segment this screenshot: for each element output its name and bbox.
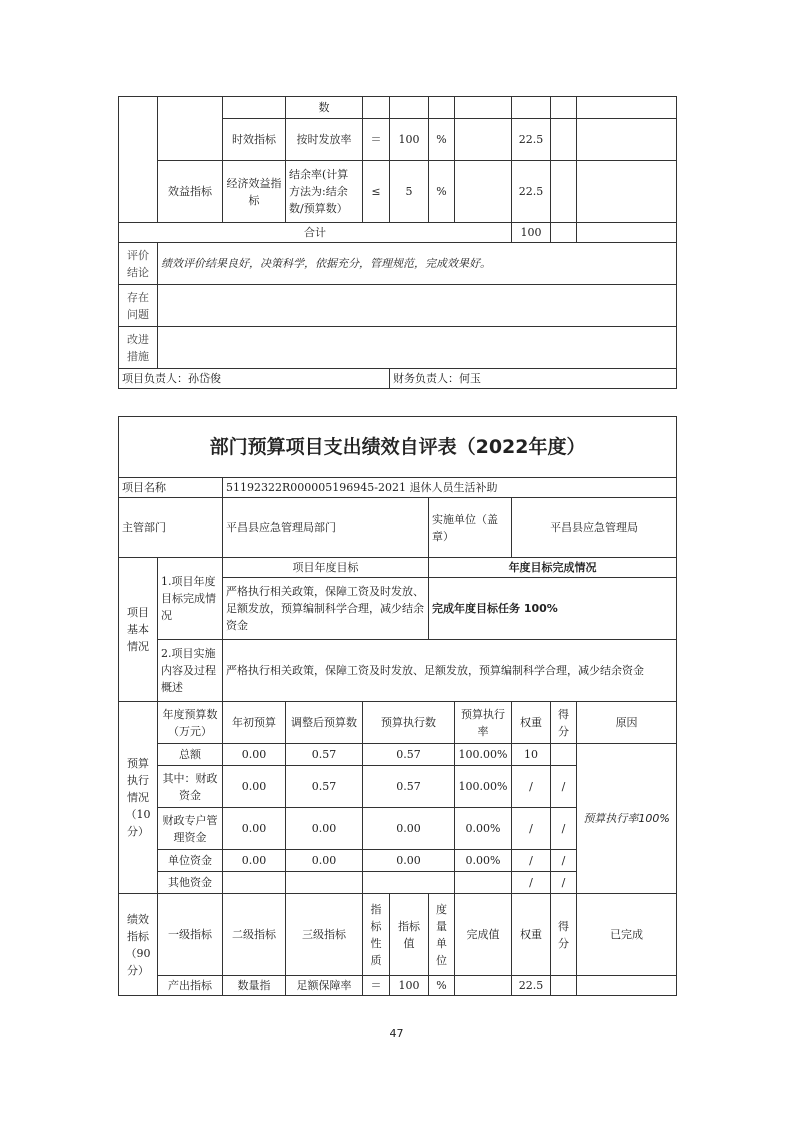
budget-rate: 0.00% xyxy=(455,850,512,872)
budget-header: 调整后预算数 xyxy=(286,702,363,744)
perf-row xyxy=(119,976,677,996)
total-score xyxy=(551,223,577,243)
level2-cell xyxy=(223,97,286,119)
budget-initial: 0.00 xyxy=(223,808,286,850)
perf-header: 权重 xyxy=(512,894,551,976)
perf-reason xyxy=(577,976,677,996)
problems-row xyxy=(119,285,677,327)
budget-weight: / xyxy=(512,808,551,850)
budget-name: 其中：财政资金 xyxy=(158,766,223,808)
perf-header: 度量单位 xyxy=(429,894,455,976)
improve-label: 改进措施 xyxy=(119,327,158,369)
total-reason xyxy=(577,223,677,243)
reason-cell xyxy=(577,161,677,223)
impl-unit-value: 平昌县应急管理局 xyxy=(512,498,677,558)
perf-header: 已完成 xyxy=(577,894,677,976)
nature-cell xyxy=(363,97,390,119)
dept-label: 主管部门 xyxy=(119,498,223,558)
perf-unit: % xyxy=(429,976,455,996)
perf-header: 三级指标 xyxy=(286,894,363,976)
title-row xyxy=(119,417,677,478)
dept-value: 平昌县应急管理局部门 xyxy=(223,498,429,558)
annual-goal-header: 项目年度目标 xyxy=(223,558,429,578)
value-cell: 100 xyxy=(390,119,429,161)
value-cell: 5 xyxy=(390,161,429,223)
budget-rate: 100.00% xyxy=(455,766,512,808)
budget-section-label: 预算执行情况（10分） xyxy=(119,702,158,894)
level2-cell: 经济效益指标 xyxy=(223,161,286,223)
table-row xyxy=(119,97,677,119)
project-name-row xyxy=(119,478,677,498)
budget-executed: 0.57 xyxy=(363,766,455,808)
score-cell xyxy=(551,161,577,223)
budget-name: 财政专户管理资金 xyxy=(158,808,223,850)
weight-cell xyxy=(512,97,551,119)
budget-weight: / xyxy=(512,850,551,872)
budget-name: 总额 xyxy=(158,744,223,766)
perf-actual xyxy=(455,976,512,996)
budget-adjusted: 0.57 xyxy=(286,766,363,808)
budget-weight: / xyxy=(512,872,551,894)
level3-cell: 按时发放率 xyxy=(286,119,363,161)
actual-cell xyxy=(455,97,512,119)
perf-header: 二级指标 xyxy=(223,894,286,976)
weight-cell: 22.5 xyxy=(512,161,551,223)
department-row xyxy=(119,498,677,558)
budget-adjusted: 0.00 xyxy=(286,808,363,850)
budget-header: 得分 xyxy=(551,702,577,744)
actual-cell xyxy=(455,119,512,161)
project-name-value: 51192322R000005196945-2021 退休人员生活补助 xyxy=(223,478,677,498)
score-cell xyxy=(551,97,577,119)
conclusion-label: 评价结论 xyxy=(119,243,158,285)
conclusion-row xyxy=(119,243,677,285)
unit-cell: % xyxy=(429,119,455,161)
budget-initial: 0.00 xyxy=(223,744,286,766)
unit-cell xyxy=(429,97,455,119)
impl-content-row xyxy=(119,640,677,702)
budget-weight: 10 xyxy=(512,744,551,766)
goal-header-row xyxy=(119,558,677,578)
budget-initial xyxy=(223,872,286,894)
perf-header-row xyxy=(119,894,677,976)
completion-header: 年度目标完成情况 xyxy=(429,558,677,578)
budget-header: 年度预算数（万元） xyxy=(158,702,223,744)
signature-row xyxy=(119,369,677,389)
budget-reason: 预算执行率100% xyxy=(577,744,677,894)
perf-level1: 产出指标 xyxy=(158,976,223,996)
reason-cell xyxy=(577,97,677,119)
budget-initial: 0.00 xyxy=(223,766,286,808)
basic-info-label: 项目基本情况 xyxy=(119,558,158,702)
budget-header-row xyxy=(119,702,677,744)
actual-cell xyxy=(455,161,512,223)
total-row xyxy=(119,223,677,243)
budget-weight: / xyxy=(512,766,551,808)
perf-level2: 数量指 xyxy=(223,976,286,996)
perf-header: 一级指标 xyxy=(158,894,223,976)
budget-adjusted: 0.00 xyxy=(286,850,363,872)
impl-content-label: 2.项目实施内容及过程概述 xyxy=(158,640,223,702)
section-cell xyxy=(119,97,158,223)
budget-rate xyxy=(455,872,512,894)
budget-score: / xyxy=(551,850,577,872)
budget-header: 预算执行数 xyxy=(363,702,455,744)
budget-executed: 0.57 xyxy=(363,744,455,766)
perf-level3: 足额保障率 xyxy=(286,976,363,996)
level2-cell: 时效指标 xyxy=(223,119,286,161)
budget-header: 权重 xyxy=(512,702,551,744)
score-cell xyxy=(551,119,577,161)
budget-score: / xyxy=(551,808,577,850)
table-row xyxy=(119,161,677,223)
budget-name: 其他资金 xyxy=(158,872,223,894)
reason-cell xyxy=(577,119,677,161)
nature-cell: ＝ xyxy=(363,119,390,161)
unit-cell: % xyxy=(429,161,455,223)
total-weight: 100 xyxy=(512,223,551,243)
budget-header: 原因 xyxy=(577,702,677,744)
project-name-label: 项目名称 xyxy=(119,478,223,498)
impl-content-text: 严格执行相关政策，保障工资及时发放、足额发放，预算编制科学合理，减少结余资金 xyxy=(223,640,677,702)
level3-cell: 数 xyxy=(286,97,363,119)
budget-executed xyxy=(363,872,455,894)
budget-score: / xyxy=(551,766,577,808)
problems-label: 存在问题 xyxy=(119,285,158,327)
nature-cell: ≤ xyxy=(363,161,390,223)
budget-initial: 0.00 xyxy=(223,850,286,872)
improve-row xyxy=(119,327,677,369)
value-cell xyxy=(390,97,429,119)
budget-row xyxy=(119,744,677,766)
impl-unit-label: 实施单位（盖章） xyxy=(429,498,512,558)
form-title: 部门预算项目支出绩效自评表（2022年度） xyxy=(119,417,677,478)
self-evaluation-form xyxy=(118,416,677,996)
budget-rate: 100.00% xyxy=(455,744,512,766)
perf-score xyxy=(551,976,577,996)
weight-cell: 22.5 xyxy=(512,119,551,161)
budget-name: 单位资金 xyxy=(158,850,223,872)
budget-executed: 0.00 xyxy=(363,808,455,850)
budget-header: 年初预算 xyxy=(223,702,286,744)
conclusion-text: 绩效评价结果良好，决策科学，依据充分，管理规范，完成效果好。 xyxy=(158,243,677,285)
completion-text: 完成年度目标任务 100% xyxy=(429,578,677,640)
budget-score xyxy=(551,744,577,766)
level1-cell xyxy=(158,97,223,161)
improve-text xyxy=(158,327,677,369)
budget-rate: 0.00% xyxy=(455,808,512,850)
perf-section-label: 绩效指标（90分） xyxy=(119,894,158,996)
perf-header: 指标值 xyxy=(390,894,429,976)
level3-cell: 结余率(计算方法为:结余数/预算数） xyxy=(286,161,363,223)
perf-header: 完成值 xyxy=(455,894,512,976)
perf-weight: 22.5 xyxy=(512,976,551,996)
level1-cell: 效益指标 xyxy=(158,161,223,223)
goal-completion-label: 1.项目年度目标完成情况 xyxy=(158,558,223,640)
budget-header: 预算执行率 xyxy=(455,702,512,744)
project-lead: 项目负责人：孙岱俊 xyxy=(119,369,390,389)
perf-value: 100 xyxy=(390,976,429,996)
continued-performance-table xyxy=(118,96,677,389)
annual-goal-text: 严格执行相关政策，保障工资及时发放、足额发放，预算编制科学合理，减少结余资金 xyxy=(223,578,429,640)
page-number: 47 xyxy=(389,1027,404,1040)
problems-text xyxy=(158,285,677,327)
budget-adjusted: 0.57 xyxy=(286,744,363,766)
finance-lead: 财务负责人：何玉 xyxy=(390,369,677,389)
budget-adjusted xyxy=(286,872,363,894)
perf-header: 得分 xyxy=(551,894,577,976)
perf-nature: ＝ xyxy=(363,976,390,996)
budget-executed: 0.00 xyxy=(363,850,455,872)
perf-header: 指标性质 xyxy=(363,894,390,976)
budget-score: / xyxy=(551,872,577,894)
total-label: 合计 xyxy=(119,223,512,243)
